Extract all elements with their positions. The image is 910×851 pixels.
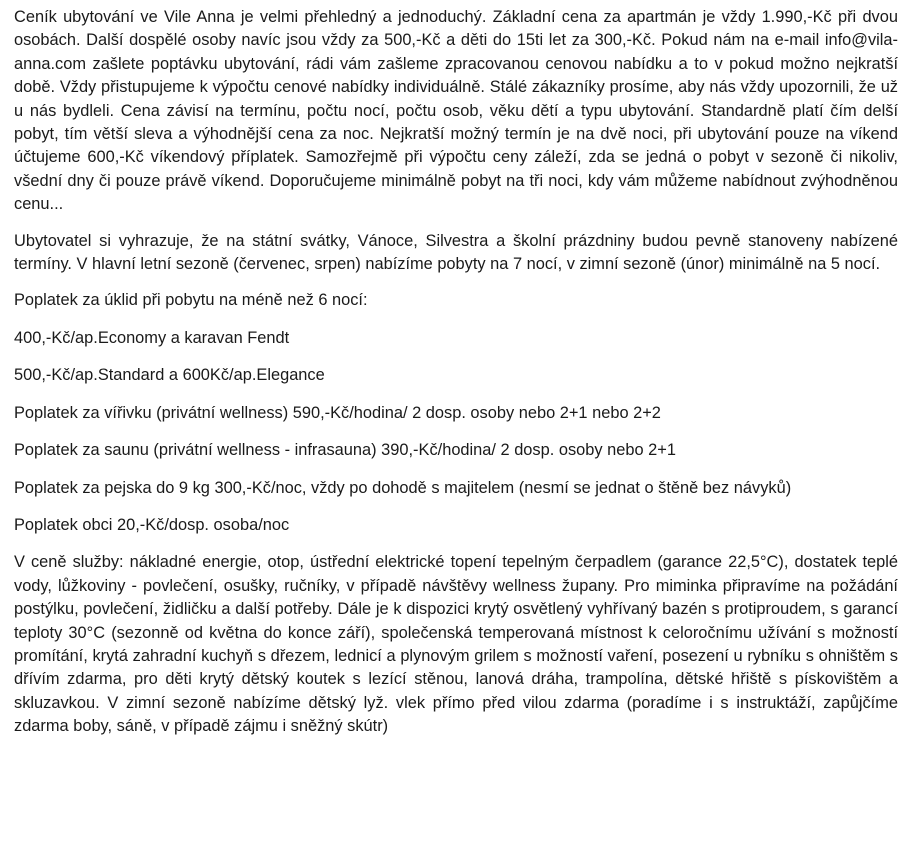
reservation-terms-paragraph: Ubytovatel si vyhrazuje, že na státní svátky, Vánoce, Silvestra a školní prázdniny budou pevně stanoveny nabízené termíny. V hlavní letní sezoně (červenec, srpen) nabízíme pobyty na 7 nocí, v zimní sezoně (únor) minimálně na 5 nocí. [14,231,898,274]
cleaning-fee-economy: 400,-Kč/ap.Economy a karavan Fendt [14,328,290,347]
pet-fee: Poplatek za pejska do 9 kg 300,-Kč/noc, vždy po dohodě s majitelem (nesmí se jednat o štěně bez návyků) [14,478,792,497]
whirlpool-fee: Poplatek za vířivku (privátní wellness) 590,-Kč/hodina/ 2 dosp. osoby nebo 2+1 nebo 2+2 [14,403,661,422]
included-services-paragraph: V ceně služby: nákladné energie, otop, ústřední elektrické topení tepelným čerpadlem (garance 22,5°C), dostatek teplé vody, lůžkoviny - povlečení, osušky, ručníky, v případě návštěvy wellness župany. Pro miminka připravíme na požádání postýlku, povlečení, židličku a další potřeby. Dále je k dispozici krytý osvětlený vyhřívaný bazén s protiproudem, s garancí teploty 30°C (sezonně od května do konce září), společenská temperovaná místnost k celoročnímu užívání s možností promítání, krytá zahradní kuchyň s dřezem, lednicí a plynovým grilem s možností vaření, posezení u rybníku s ohništěm s dřívím zdarma, pro děti krytý dětský koutek s lezící stěnou, lanová dráha, trampolína, dětské hřiště s pískovištěm a skluzavkou. V zimní sezoně nabízíme dětský lyž. vlek přímo před vilou zdarma (poradíme i s instruktáží, zapůjčíme zdarma boby, sáně, v případě zájmu i sněžný skútr) [14,553,898,736]
sauna-fee: Poplatek za saunu (privátní wellness - infrasauna) 390,-Kč/hodina/ 2 dosp. osoby nebo 2+1 [14,441,676,460]
municipal-fee: Poplatek obci 20,-Kč/dosp. osoba/noc [14,515,290,534]
cleaning-fee-standard-elegance: 500,-Kč/ap.Standard a 600Kč/ap.Elegance [14,366,325,385]
price-list-document [14,6,898,752]
cleaning-fee-heading: Poplatek za úklid při pobytu na méně než 6 nocí: [14,291,368,310]
pricing-intro-paragraph: Ceník ubytování ve Vile Anna je velmi přehledný a jednoduchý. Základní cena za apartmán je vždy 1.990,-Kč při dvou osobách. Další dospělé osoby navíc jsou vždy za 500,-Kč a děti do 15ti let za 300,-Kč. Pokud nám na e-mail info@vila-anna.com zašlete poptávku ubytování, rádi vám zašleme zpracovanou cenovou nabídku a to v pokud možno nejkratší době. Vždy přistupujeme k výpočtu cenové nabídky individuálně. Stálé zákazníky prosíme, aby nás vždy upozornili, že už u nás bydleli. Cena závisí na termínu, počtu nocí, počtu osob, věku dětí a typu ubytování. Standardně platí čím delší pobyt, tím větší sleva a výhodnější cena za noc. Nejkratší možný termín je na dvě noci, při ubytování pouze na víkend účtujeme 600,-Kč víkendový příplatek. Samozřejmě při výpočtu ceny záleží, zda se jedná o pobyt v sezoně či nikoliv, všední dny či pouze právě víkend. Doporučujeme minimálně pobyt na tři noci, kdy vám můžeme nabídnout zvýhodněnou cenu... [14,8,898,214]
